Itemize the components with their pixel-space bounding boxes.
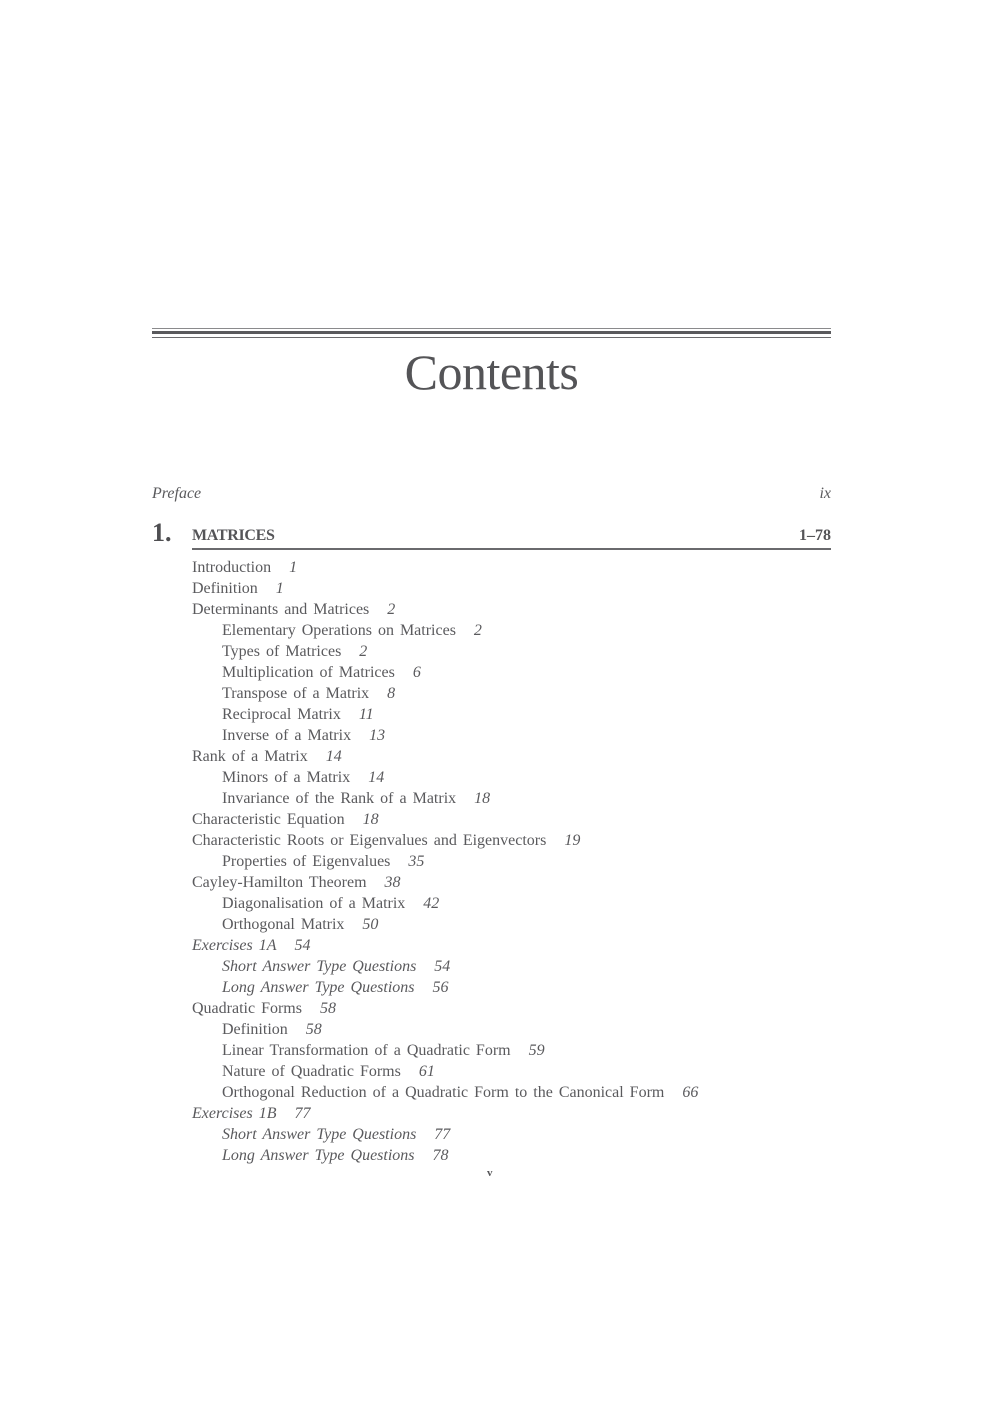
toc-entry[interactable] [192, 977, 832, 998]
toc-entry-page-number: 19 [564, 832, 581, 849]
toc-entry-label: Multiplication of Matrices [222, 664, 395, 681]
toc-entry-label: Orthogonal Reduction of a Quadratic Form to the Canonical Form [222, 1084, 665, 1101]
toc-entry-page-number: 35 [408, 853, 425, 870]
toc-entry[interactable] [192, 683, 832, 704]
toc-entry[interactable] [192, 599, 832, 620]
chapter-title: MATRICES [192, 527, 275, 544]
toc-entry[interactable] [192, 1145, 832, 1166]
chapter-number: 1. [152, 518, 172, 547]
toc-entry[interactable] [192, 767, 832, 788]
toc-entry-page-number: 13 [369, 727, 386, 744]
toc-entry-page-number: 58 [319, 1000, 336, 1017]
toc-entry-page-number: 54 [294, 937, 311, 954]
toc-entry[interactable] [192, 1082, 832, 1103]
toc-entry[interactable] [192, 830, 832, 851]
chapter-underline-rule [192, 548, 831, 550]
toc-entry-page-number: 77 [294, 1105, 311, 1122]
toc-entry-label: Invariance of the Rank of a Matrix [222, 790, 457, 807]
toc-entry-page-number: 56 [432, 979, 449, 996]
header-rule-top [152, 328, 831, 329]
toc-entry-page-number: 18 [474, 790, 491, 807]
toc-entry[interactable] [192, 746, 832, 767]
header-rule-bottom [152, 337, 831, 338]
toc-entry-label: Minors of a Matrix [222, 769, 351, 786]
toc-entry-page-number: 11 [358, 706, 374, 723]
toc-entry-label: Inverse of a Matrix [222, 727, 352, 744]
toc-entry[interactable] [192, 1040, 832, 1061]
toc-entry-label: Orthogonal Matrix [222, 916, 345, 933]
toc-entry-page-number: 54 [434, 958, 451, 975]
toc-entry-label: Long Answer Type Questions [222, 979, 415, 996]
toc-entry-label: Introduction [192, 559, 272, 576]
header-rules [152, 328, 831, 338]
toc-entry-label: Cayley-Hamilton Theorem [192, 874, 367, 891]
toc-entry-page-number: 8 [387, 685, 396, 702]
toc-entry[interactable] [192, 1019, 832, 1040]
toc-entry-page-number: 2 [359, 643, 368, 660]
toc-entry-label: Exercises 1A [192, 937, 277, 954]
toc-entry-page-number: 14 [325, 748, 342, 765]
toc-entry[interactable] [192, 578, 832, 599]
toc-entry-label: Rank of a Matrix [192, 748, 308, 765]
toc-entry[interactable] [192, 935, 832, 956]
toc-entry-page-number: 50 [362, 916, 379, 933]
toc-entry-label: Short Answer Type Questions [222, 958, 417, 975]
toc-entry-page-number: 14 [368, 769, 385, 786]
toc-entry-label: Linear Transformation of a Quadratic Form [222, 1042, 511, 1059]
toc-entry[interactable] [192, 725, 832, 746]
toc-entry[interactable] [192, 788, 832, 809]
toc-entry-page-number: 1 [275, 580, 284, 597]
toc-entry[interactable] [192, 1124, 832, 1145]
toc-entry-page-number: 38 [384, 874, 401, 891]
toc-entry[interactable] [192, 662, 832, 683]
toc-entry-page-number: 61 [418, 1063, 435, 1080]
toc-entry-label: Determinants and Matrices [192, 601, 370, 618]
toc-entry-page-number: 1 [289, 559, 298, 576]
toc-entry-label: Definition [222, 1021, 288, 1038]
toc-entry-page-number: 2 [473, 622, 482, 639]
toc-entry-page-number: 42 [423, 895, 440, 912]
toc-entry-label: Characteristic Roots or Eigenvalues and Eigenvectors [192, 832, 547, 849]
chapter-page-range: 1–78 [799, 527, 831, 544]
toc-entry-page-number: 58 [305, 1021, 322, 1038]
page-title: Contents [404, 344, 579, 400]
toc-entry-page-number: 2 [387, 601, 396, 618]
toc-entry-label: Reciprocal Matrix [222, 706, 341, 723]
toc-entry-label: Characteristic Equation [192, 811, 345, 828]
toc-entry[interactable] [192, 851, 832, 872]
toc-entry-label: Types of Matrices [222, 643, 342, 660]
toc-entry[interactable] [192, 1061, 832, 1082]
toc-entry[interactable] [192, 872, 832, 893]
toc-entry[interactable] [192, 893, 832, 914]
page-folio: v [487, 1167, 493, 1179]
toc-entry-list [192, 557, 832, 1166]
toc-entry[interactable] [192, 620, 832, 641]
toc-entry-page-number: 18 [362, 811, 379, 828]
toc-entry-label: Long Answer Type Questions [222, 1147, 415, 1164]
preface-page-number: ix [819, 485, 831, 502]
toc-entry[interactable] [192, 1103, 832, 1124]
toc-chapter-heading[interactable] [152, 518, 831, 550]
toc-entry-label: Short Answer Type Questions [222, 1126, 417, 1143]
toc-entry-page-number: 78 [432, 1147, 449, 1164]
toc-entry[interactable] [192, 914, 832, 935]
toc-entry-page-number: 59 [528, 1042, 545, 1059]
toc-entry-label: Transpose of a Matrix [222, 685, 370, 702]
toc-entry[interactable] [192, 998, 832, 1019]
toc-entry-label: Nature of Quadratic Forms [222, 1063, 401, 1080]
toc-entry-page-number: 77 [434, 1126, 451, 1143]
preface-label: Preface [152, 485, 202, 502]
toc-entry-label: Definition [192, 580, 258, 597]
toc-entry[interactable] [192, 557, 832, 578]
toc-entry[interactable] [192, 704, 832, 725]
toc-entry-label: Quadratic Forms [192, 1000, 302, 1017]
toc-entry-label: Diagonalisation of a Matrix [222, 895, 406, 912]
toc-entry-page-number: 6 [412, 664, 421, 681]
toc-entry-label: Exercises 1B [192, 1105, 277, 1122]
toc-entry-page-number: 66 [682, 1084, 699, 1101]
toc-entry[interactable] [192, 956, 832, 977]
toc-entry[interactable] [192, 809, 832, 830]
toc-entry[interactable] [192, 641, 832, 662]
toc-entry-label: Elementary Operations on Matrices [222, 622, 456, 639]
toc-entry-label: Properties of Eigenvalues [222, 853, 391, 870]
toc-preface-entry[interactable] [152, 483, 831, 505]
header-rule-thick [152, 331, 831, 334]
